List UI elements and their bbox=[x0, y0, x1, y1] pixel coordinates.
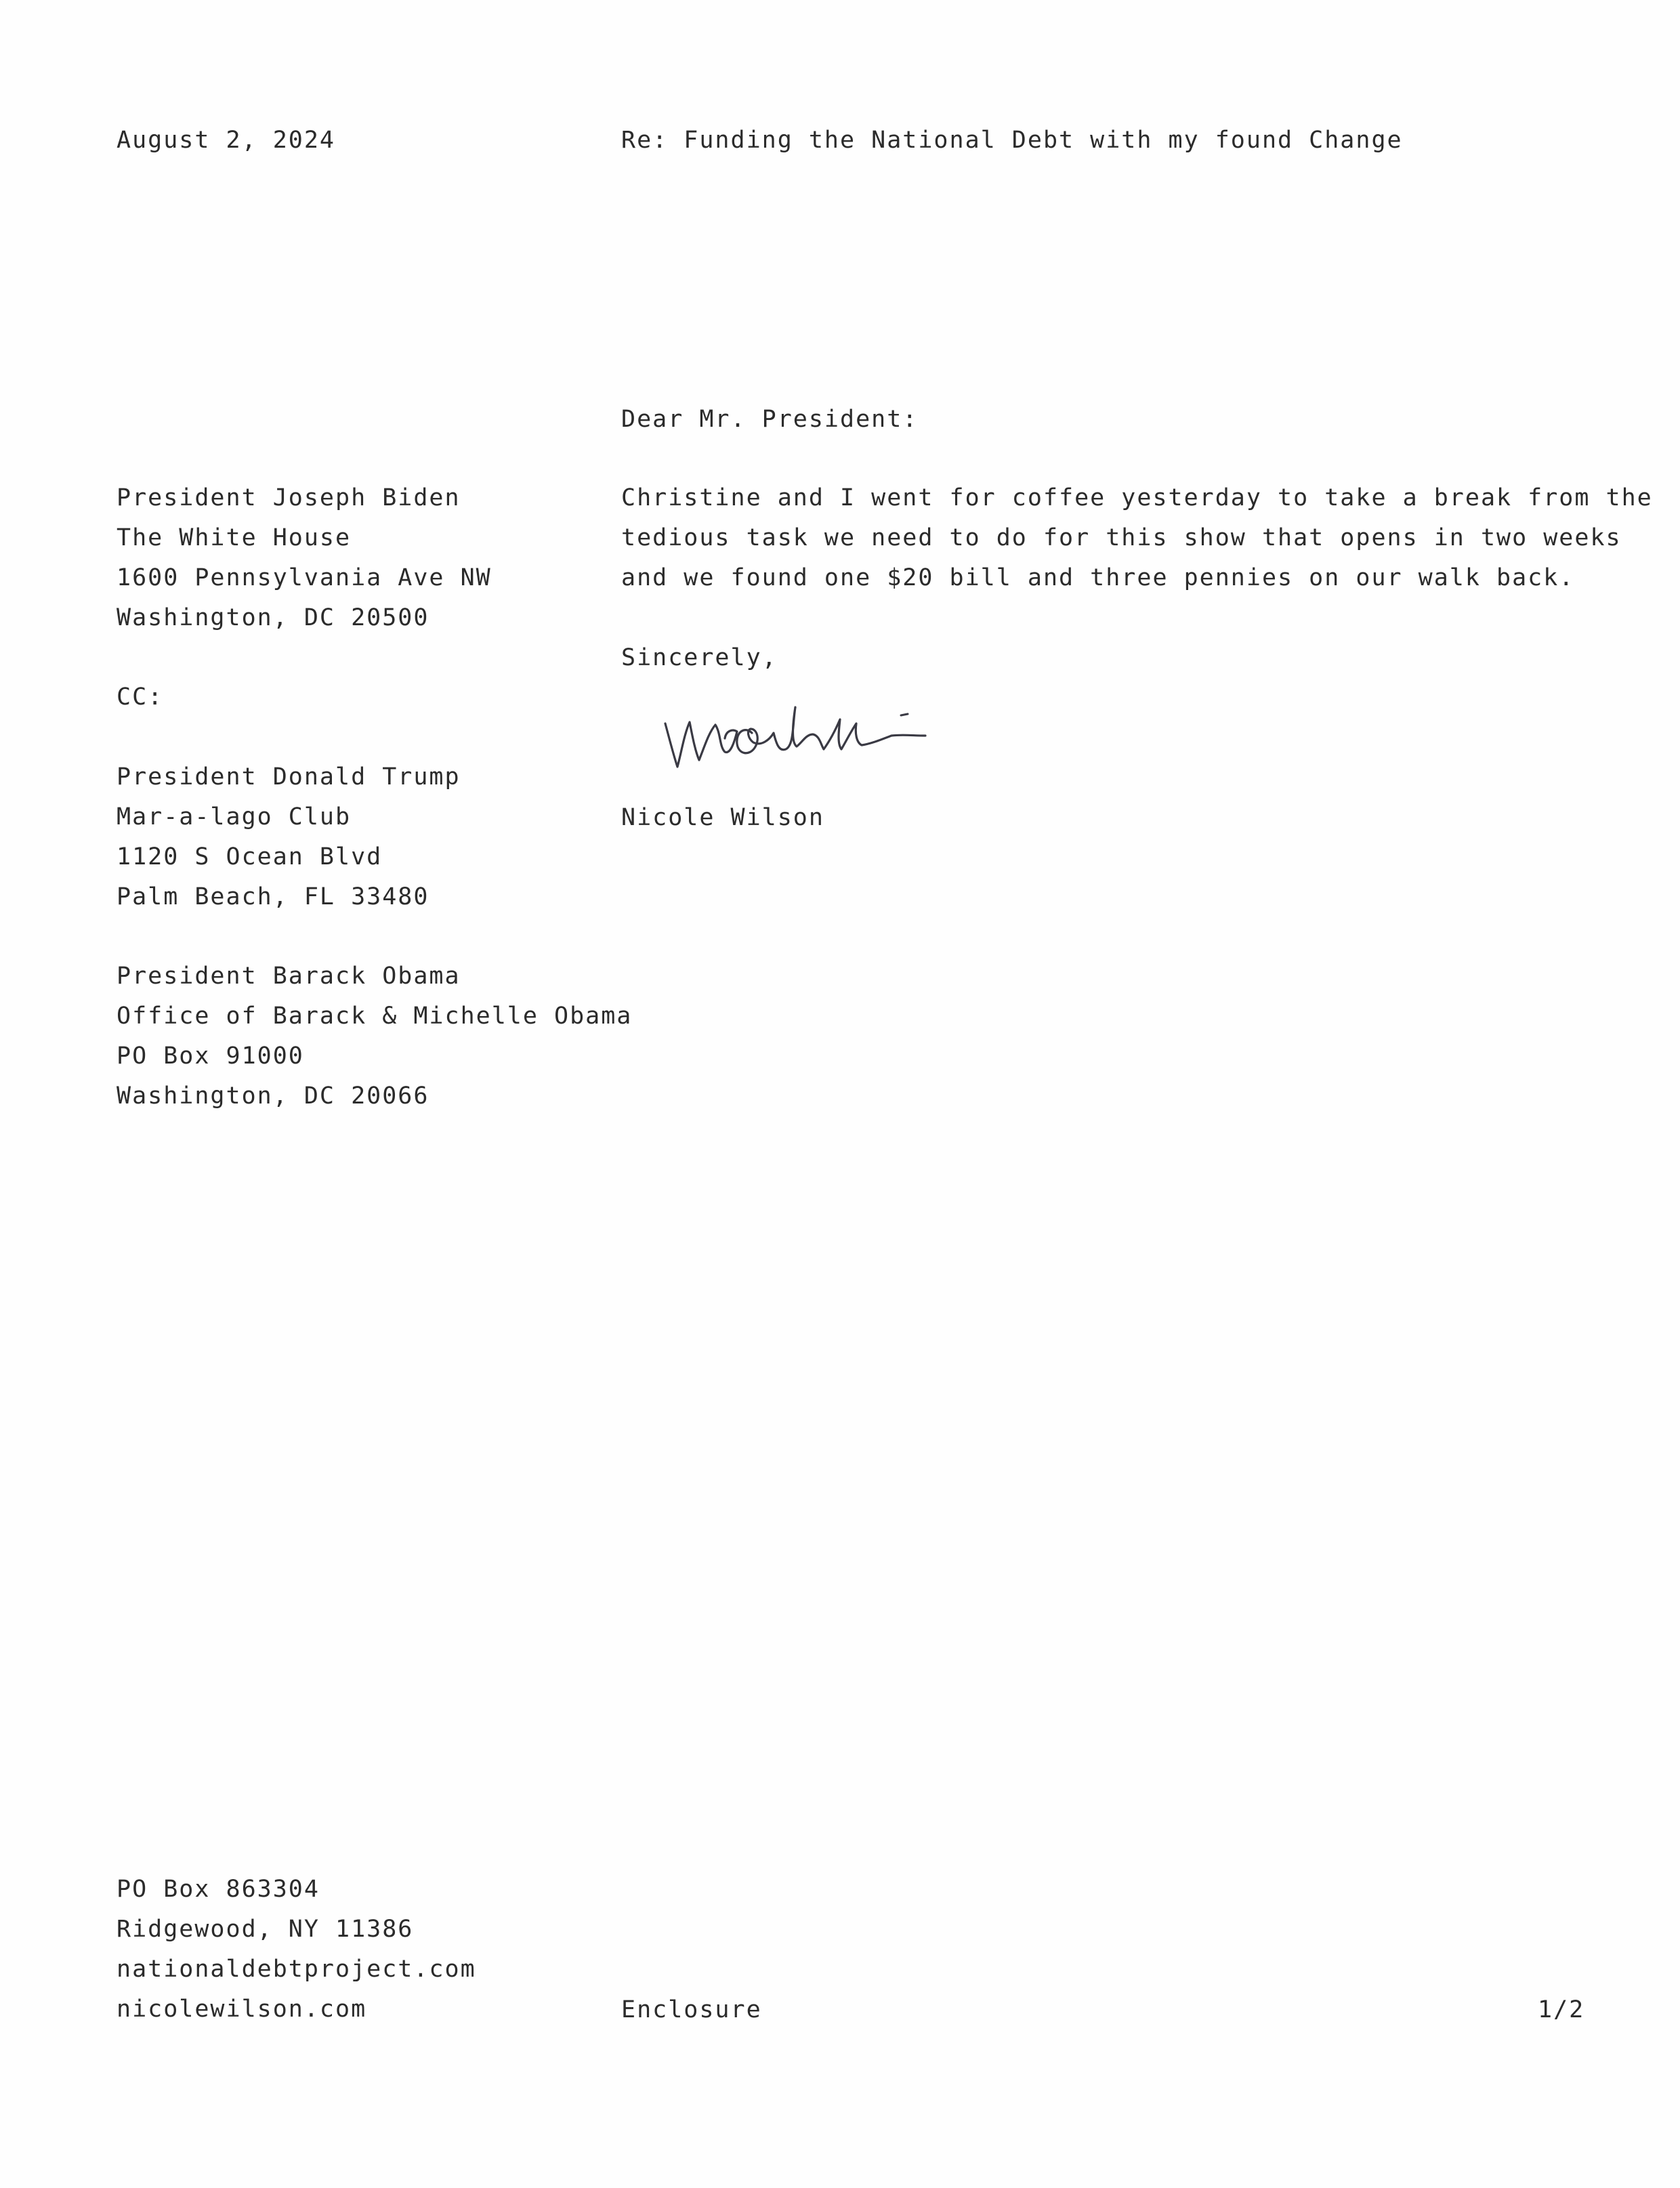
letter-date bbox=[117, 121, 335, 161]
body-line: Christine and I went for coffee yesterday to take a break from the bbox=[621, 484, 1653, 511]
signature-stroke bbox=[665, 707, 925, 767]
cc-line: Mar-a-lago Club bbox=[117, 803, 352, 830]
cc-address-trump bbox=[117, 757, 461, 917]
recipient-line: Washington, DC 20500 bbox=[117, 604, 429, 631]
recipient-line: The White House bbox=[117, 524, 352, 551]
date-text: August 2, 2024 bbox=[117, 127, 336, 154]
signature-dot bbox=[901, 714, 908, 715]
cc-line: President Donald Trump bbox=[117, 763, 461, 791]
body-line: tedious task we need to do for this show that opens in two weeks bbox=[621, 524, 1622, 551]
letter-body bbox=[621, 478, 1653, 598]
page-number bbox=[1538, 1990, 1584, 2030]
signer-text: Nicole Wilson bbox=[621, 804, 824, 831]
cc-line: President Barack Obama bbox=[117, 963, 461, 990]
recipient-address bbox=[117, 478, 492, 638]
recipient-line: President Joseph Biden bbox=[117, 484, 461, 511]
closing-text: Sincerely, bbox=[621, 644, 778, 671]
cc-line: Palm Beach, FL 33480 bbox=[117, 883, 429, 910]
cc-line: Office of Barack & Michelle Obama bbox=[117, 1003, 633, 1030]
sender-line: Ridgewood, NY 11386 bbox=[117, 1916, 414, 1943]
recipient-line: 1600 Pennsylvania Ave NW bbox=[117, 564, 492, 591]
closing bbox=[621, 638, 778, 678]
salutation bbox=[621, 400, 918, 440]
salutation-text: Dear Mr. President: bbox=[621, 406, 919, 433]
letter-subject bbox=[621, 121, 1403, 161]
sender-website: nicolewilson.com bbox=[117, 1996, 367, 2023]
sender-line: PO Box 863304 bbox=[117, 1876, 320, 1903]
page-number-text: 1/2 bbox=[1538, 1996, 1585, 2023]
enclosure-text: Enclosure bbox=[621, 1996, 762, 2023]
cc-label bbox=[117, 677, 163, 717]
cc-label-text: CC: bbox=[117, 683, 164, 711]
cc-line: Washington, DC 20066 bbox=[117, 1082, 429, 1110]
enclosure-note bbox=[621, 1990, 762, 2030]
cc-line: PO Box 91000 bbox=[117, 1043, 304, 1070]
signer-name bbox=[621, 798, 824, 838]
handwritten-signature bbox=[650, 684, 1003, 786]
body-line: and we found one $20 bill and three pennies on our walk back. bbox=[621, 564, 1575, 591]
sender-website: nationaldebtproject.com bbox=[117, 1956, 476, 1983]
subject-text: Re: Funding the National Debt with my found Change bbox=[621, 127, 1403, 154]
sender-address bbox=[117, 1870, 476, 2029]
cc-line: 1120 S Ocean Blvd bbox=[117, 843, 383, 870]
cc-address-obama bbox=[117, 956, 632, 1116]
